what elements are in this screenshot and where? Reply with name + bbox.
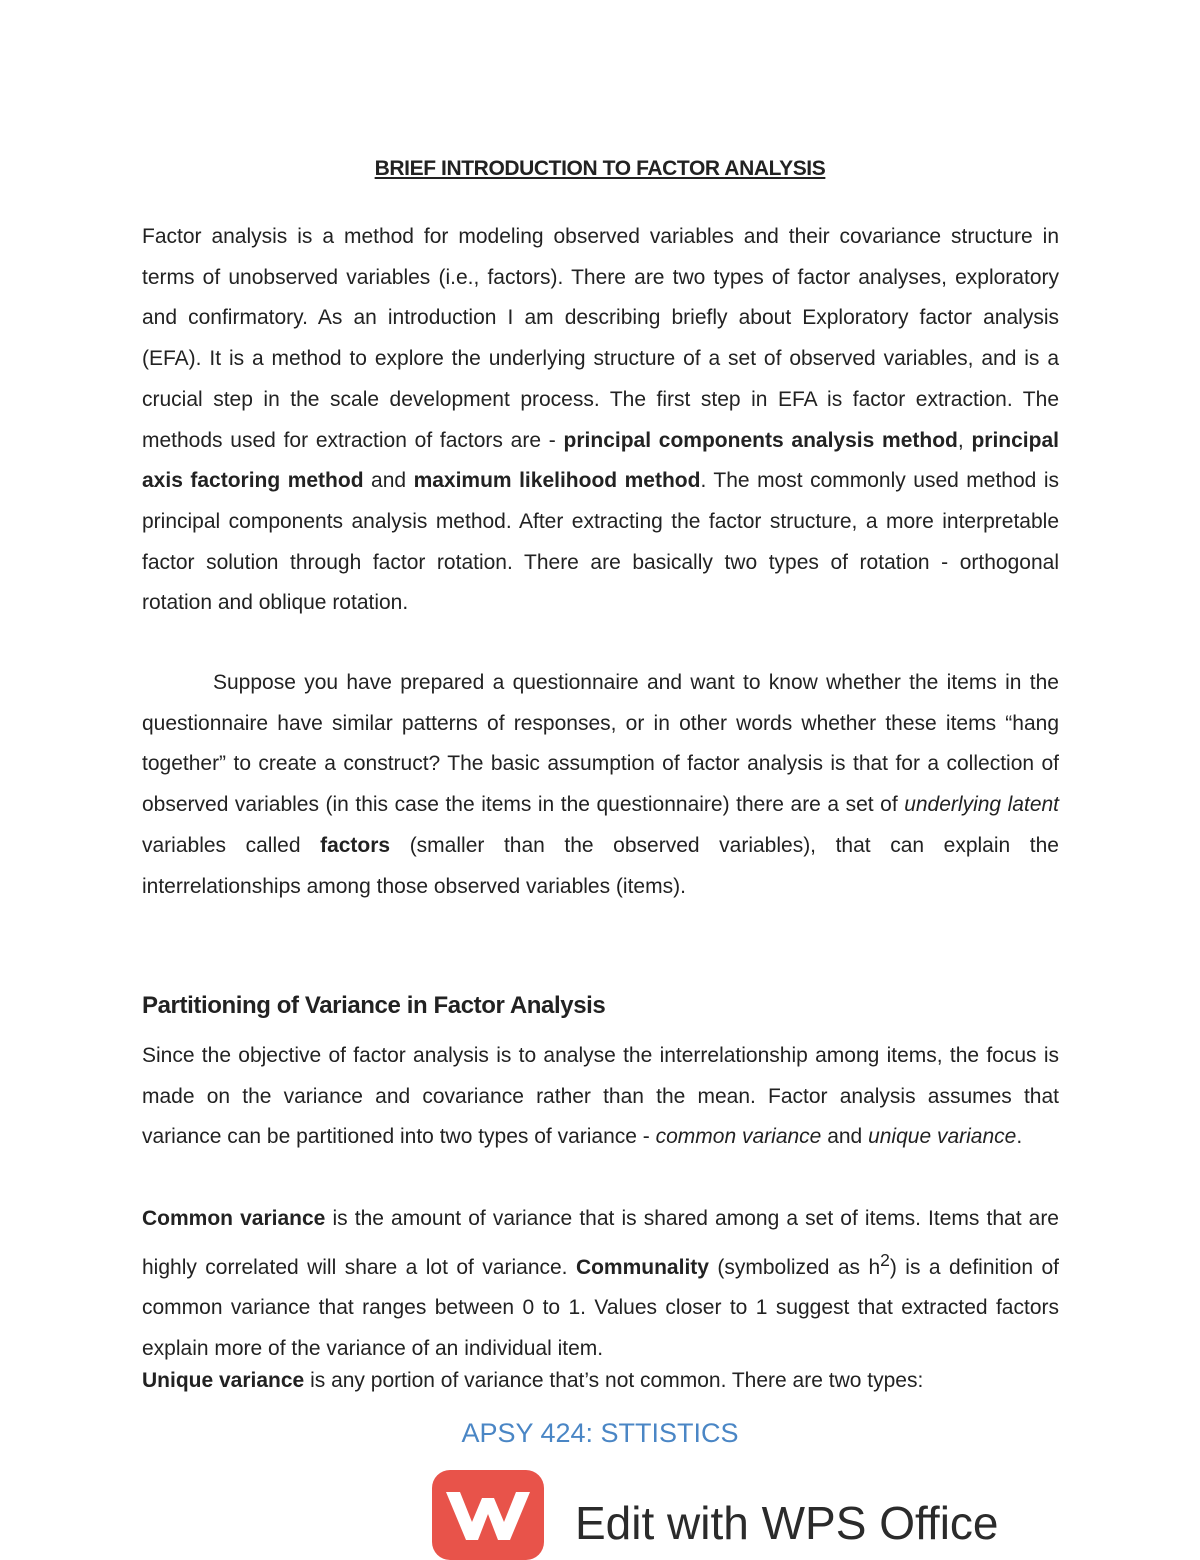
term-communality: Communality bbox=[575, 1255, 709, 1279]
term-factors: factors bbox=[320, 833, 391, 857]
term-underlying-latent: underlying latent bbox=[904, 793, 1060, 817]
unique-variance-paragraph: Unique variance is any portion of variance that’s not common. There are two types: bbox=[142, 1369, 924, 1392]
term-principal-components: principal components analysis method bbox=[563, 428, 958, 452]
variance-paragraph: Since the objective of factor analysis is to analyse the interrelationship among items, the focus is made on the variance and covariance rather than the mean. Factor analysis assumes that variance can be partitioned into two types of variance - common variance and unique variance. bbox=[142, 1044, 1059, 1149]
term-maximum-likelihood: maximum likelihood method bbox=[413, 469, 701, 493]
questionnaire-paragraph: Suppose you have prepared a questionnaire and want to know whether the items in the questionnaire have similar patterns of responses, or in other words whether these items “hang together” to create a construct? The basic assumption of factor analysis is that for a collection of observed variables (in this case the items in the questionnaire) there are a set of underlying latent variables called factors (smaller than the observed variables), that can explain the interrelationships among those observed variables (items). bbox=[142, 671, 1060, 898]
term-principal-axis: principal axis factoring method bbox=[142, 428, 1059, 493]
wps-office-logo-icon[interactable] bbox=[432, 1470, 544, 1560]
page-title: BRIEF INTRODUCTION TO FACTOR ANALYSIS bbox=[374, 157, 826, 181]
course-footer: APSY 424: STTISTICS bbox=[461, 1418, 739, 1448]
term-unique-variance-bold: Unique variance bbox=[142, 1369, 305, 1392]
superscript-two: 2 bbox=[880, 1249, 890, 1270]
term-unique-variance: unique variance bbox=[868, 1125, 1017, 1149]
term-common-variance: common variance bbox=[655, 1125, 822, 1149]
edit-with-wps-link[interactable]: Edit with WPS Office bbox=[575, 1497, 999, 1549]
term-common-variance-bold: Common variance bbox=[142, 1207, 326, 1230]
intro-paragraph: Factor analysis is a method for modeling observed variables and their covariance structure in terms of unobserved variables (i.e., factors). There are two types of factor analyses, exploratory and confirmatory. As an introduction I am describing briefly about Exploratory factor analysis (EFA). It is a method to explore the underlying structure of a set of observed variables, and is a crucial step in the scale development process. The first step in EFA is factor extraction. The methods used for extraction of factors are - principal components analysis method, principal axis factoring method and maximum likelihood method. The most commonly used method is principal components analysis method. After extracting the factor structure, a more interpretable factor solution through factor rotation. There are basically two types of rotation - orthogonal rotation and oblique rotation. bbox=[142, 225, 1059, 615]
common-variance-paragraph: Common variance is the amount of variance that is shared among a set of items. Items that are highly correlated will share a lot of variance. Communality (symbolized as $h^2$) is a definition of common variance that ranges between 0 to 1. Values closer to 1 suggest that extracted factors explain more of the variance of an individual item. bbox=[142, 1207, 1059, 1361]
section-heading: Partitioning of Variance in Factor Analysis bbox=[142, 992, 606, 1019]
wps-w-icon bbox=[442, 1488, 534, 1544]
